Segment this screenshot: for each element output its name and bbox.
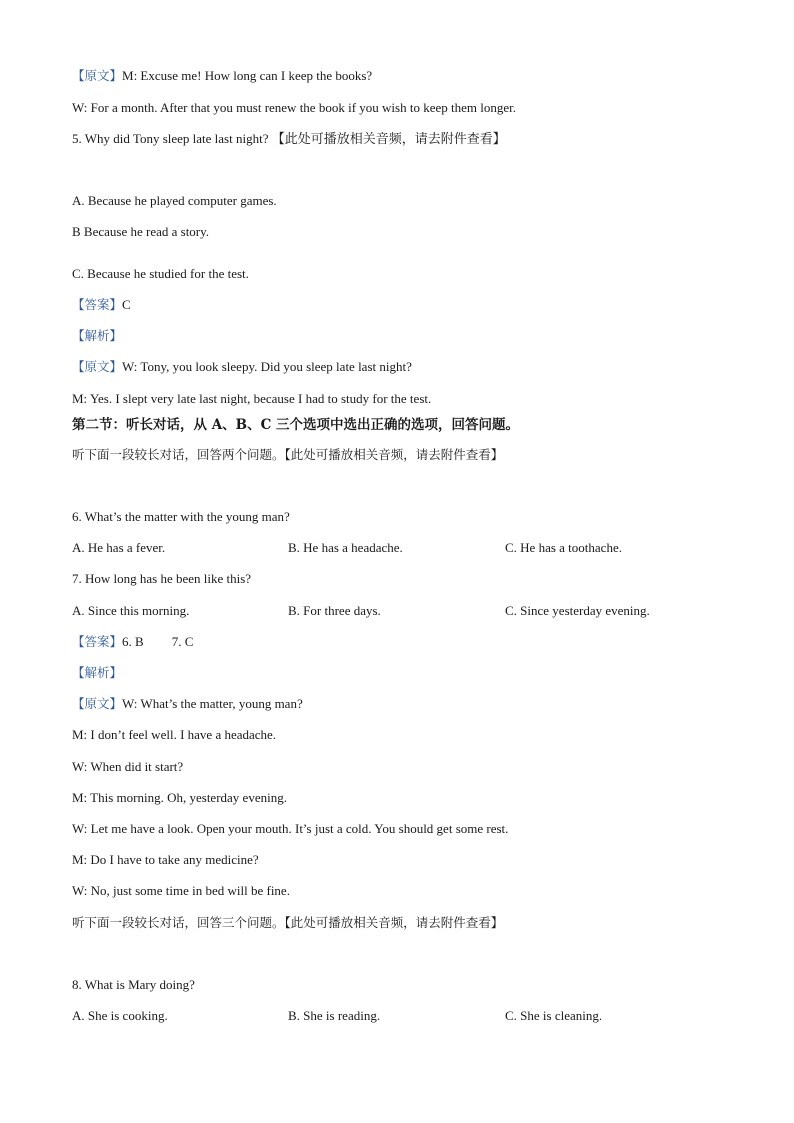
- transcript-line: M: Yes. I slept very late last night, because I had to study for the test.: [72, 391, 432, 406]
- transcript-line: W: For a month. After that you must renew the book if you wish to keep them longer.: [72, 100, 516, 115]
- question-5: 5. Why did Tony sleep late last night? 【此处可播放相关音频，请去附件查看】: [72, 131, 506, 146]
- q6-q7-answers: [72, 633, 193, 651]
- answer-label: 【答案】: [72, 297, 123, 312]
- section-instruction: 听下面一段较长对话，回答三个问题。【此处可播放相关音频，请去附件查看】: [72, 915, 504, 930]
- q8-option-a: A. She is cooking.: [72, 1008, 168, 1023]
- question-6: 6. What’s the matter with the young man?: [72, 509, 290, 524]
- transcript-line: [72, 358, 412, 376]
- q7-option-b: B. For three days.: [288, 603, 381, 618]
- analysis-label: 【解析】: [72, 665, 123, 680]
- q7-option-c: C. Since yesterday evening.: [505, 603, 650, 618]
- transcript-line: W: When did it start?: [72, 759, 184, 774]
- yuanwen-label: 【原文】: [72, 359, 123, 374]
- yuanwen-label: 【原文】: [72, 696, 123, 711]
- transcript-line: [72, 695, 303, 713]
- transcript-line: M: Do I have to take any medicine?: [72, 852, 259, 867]
- q8-option-b: B. She is reading.: [288, 1008, 381, 1023]
- transcript-line: [72, 67, 372, 85]
- q6-option-c: C. He has a toothache.: [505, 540, 622, 555]
- q5-answer: [72, 296, 131, 314]
- answer-value: C: [122, 297, 131, 312]
- answer-label: 【答案】: [72, 634, 123, 649]
- question-7: 7. How long has he been like this?: [72, 571, 252, 586]
- answer-6: 6. B: [122, 634, 144, 649]
- answer-7: 7. C: [171, 634, 194, 649]
- q7-option-a: A. Since this morning.: [72, 603, 190, 618]
- q5-option-a: A. Because he played computer games.: [72, 193, 277, 208]
- section-title: 第二节：听长对话，从 A、B、C 三个选项中选出正确的选项，回答问题。: [72, 417, 520, 433]
- yuanwen-label: 【原文】: [72, 68, 123, 83]
- q6-option-a: A. He has a fever.: [72, 540, 166, 555]
- section-instruction: 听下面一段较长对话，回答两个问题。【此处可播放相关音频，请去附件查看】: [72, 447, 504, 462]
- transcript-line: M: I don’t feel well. I have a headache.: [72, 727, 277, 742]
- transcript-text: W: Tony, you look sleepy. Did you sleep late last night?: [122, 359, 412, 374]
- transcript-text: M: Excuse me! How long can I keep the books?: [122, 68, 373, 83]
- transcript-line: W: Let me have a look. Open your mouth. It’s just a cold. You should get some rest.: [72, 821, 509, 836]
- q5-analysis: [72, 327, 122, 345]
- q5-option-c: C. Because he studied for the test.: [72, 266, 249, 281]
- q8-option-c: C. She is cleaning.: [505, 1008, 603, 1023]
- transcript-text: W: What’s the matter, young man?: [122, 696, 303, 711]
- q5-option-b: B Because he read a story.: [72, 224, 210, 239]
- q6-option-b: B. He has a headache.: [288, 540, 403, 555]
- analysis-label: 【解析】: [72, 328, 123, 343]
- transcript-line: W: No, just some time in bed will be fine.: [72, 883, 290, 898]
- transcript-line: M: This morning. Oh, yesterday evening.: [72, 790, 287, 805]
- q6-q7-analysis: [72, 664, 122, 682]
- question-8: 8. What is Mary doing?: [72, 977, 195, 992]
